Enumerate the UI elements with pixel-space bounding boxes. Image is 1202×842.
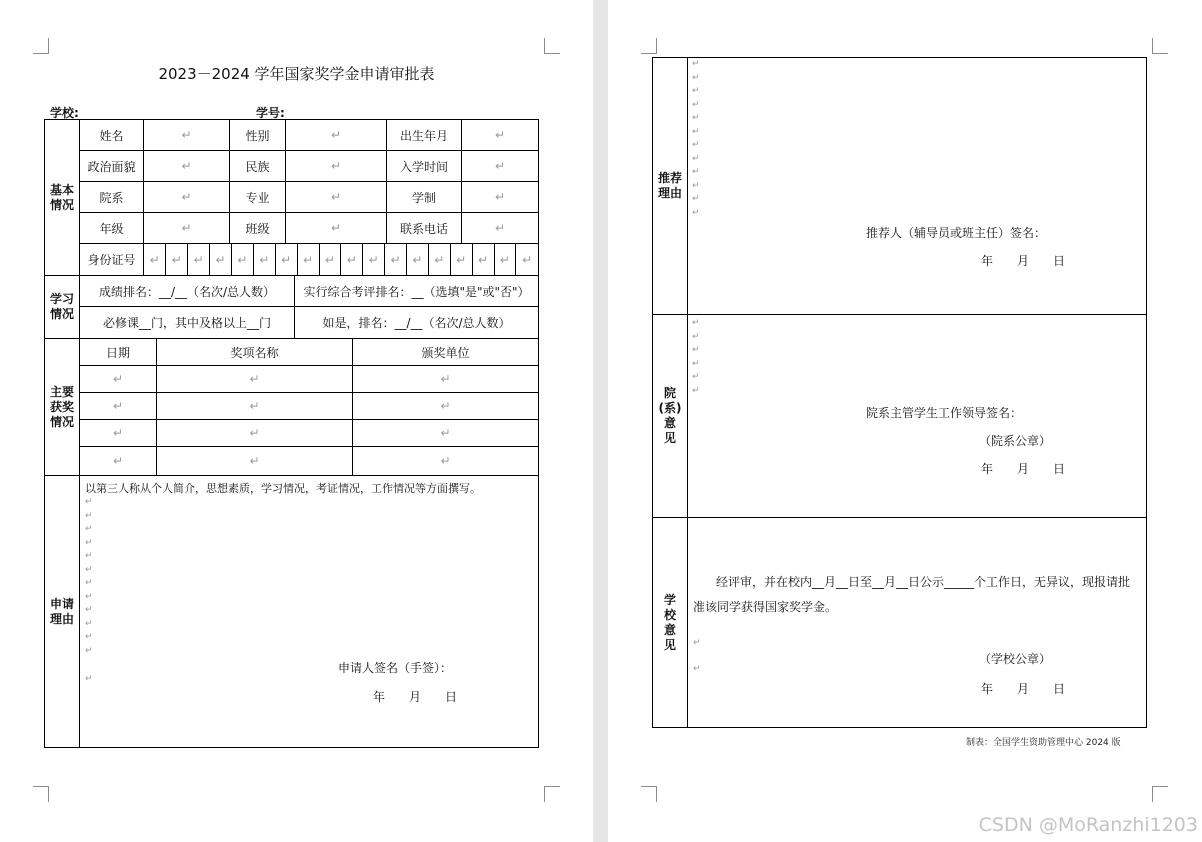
dept-label: 院系 [80,182,144,213]
award-cell[interactable]: ↵ [80,447,157,476]
paragraph-marks: ↵ ↵ ↵ ↵ ↵ ↵ ↵ ↵ ↵ ↵ ↵ ↵ [85,497,93,656]
crop-mark [641,786,657,802]
applicant-signature-label: 申请人签名（手签）： [338,661,453,675]
application-table [44,475,539,748]
section-study: 学习 情况 [45,276,80,339]
award-issuer-header: 颁奖单位 [353,339,539,366]
section-awards: 主要 获奖 情况 [45,339,80,476]
class-label: 班级 [230,213,286,244]
recommend-reason-field[interactable] [688,58,1147,315]
watermark: CSDN @MoRanzhi1203 [978,814,1198,836]
paragraph-marks: ↵ ↵ ↵ ↵ ↵ ↵ [692,318,700,396]
paragraph-marks: ↵ ↵ ↵ ↵ ↵ ↵ ↵ ↵ ↵ ↵ ↵ ↵ [692,59,700,218]
award-cell[interactable]: ↵ [80,393,157,420]
enroll-field[interactable]: ↵ [462,151,539,182]
dept-field[interactable]: ↵ [144,182,230,213]
review-table [652,57,1147,728]
school-date: 年 月 日 [981,682,1066,696]
award-cell[interactable]: ↵ [157,420,353,447]
crop-mark [544,38,560,54]
politics-field[interactable]: ↵ [144,151,230,182]
section-school: 学 校 意 见 [653,518,688,728]
award-cell[interactable]: ↵ [157,393,353,420]
gender-field[interactable]: ↵ [286,120,387,151]
crop-mark [641,38,657,54]
comprehensive-rank-field[interactable]: 实行综合考评排名：__（选填"是"或"否"） [295,276,539,307]
award-cell[interactable]: ↵ [353,447,539,476]
phone-label: 联系电话 [387,213,462,244]
major-label: 专业 [230,182,286,213]
paragraph-mark: ↵ [693,638,701,648]
award-cell[interactable]: ↵ [353,393,539,420]
basic-info-table [44,119,539,276]
awards-table [44,338,539,476]
phone-field[interactable]: ↵ [462,213,539,244]
award-cell[interactable]: ↵ [353,420,539,447]
form-title: 2023－2024 学年国家奖学金申请审批表 [158,65,435,83]
student-no-label: 学号: [256,106,285,120]
ethnicity-field[interactable]: ↵ [286,151,387,182]
crop-mark [33,786,49,802]
award-cell[interactable]: ↵ [80,420,157,447]
recommender-signature-label: 推荐人（辅导员或班主任）签名： [866,226,1047,240]
school-opinion-field[interactable] [688,518,1147,728]
if-yes-rank-field[interactable]: 如是，排名：__/__（名次/总人数） [295,307,539,339]
paragraph-mark: ↵ [85,674,93,684]
award-cell[interactable]: ↵ [353,366,539,393]
ethnicity-label: 民族 [230,151,286,182]
department-date: 年 月 日 [981,462,1066,476]
class-field[interactable]: ↵ [286,213,387,244]
award-date-header: 日期 [80,339,157,366]
award-name-header: 奖项名称 [157,339,353,366]
politics-label: 政治面貌 [80,151,144,182]
applicant-date: 年 月 日 [373,690,458,704]
paragraph-mark: ↵ [693,664,701,674]
crop-mark [544,786,560,802]
document-page-2 [608,0,1202,842]
department-opinion-field[interactable] [688,315,1147,518]
major-field[interactable]: ↵ [286,182,387,213]
birth-field[interactable]: ↵ [462,120,539,151]
name-field[interactable]: ↵ [144,120,230,151]
birth-label: 出生年月 [387,120,462,151]
enroll-label: 入学时间 [387,151,462,182]
application-prompt: 以第三人称从个人简介，思想素质，学习情况，考证情况，工作情况等方面撰写。 [85,482,481,495]
crop-mark [1152,786,1168,802]
name-label: 姓名 [80,120,144,151]
department-signature-label: 院系主管学生工作领导签名： [866,406,1023,420]
duration-label: 学制 [387,182,462,213]
rank-field[interactable]: 成绩排名：__/__（名次/总人数） [80,276,295,307]
grade-label: 年级 [80,213,144,244]
section-department: 院 (系) 意 见 [653,315,688,518]
section-basic-info: 基本 情况 [45,120,80,276]
form-footer: 制表：全国学生资助管理中心 2024 版 [966,738,1121,748]
section-application: 申请 理由 [45,476,80,748]
award-cell[interactable]: ↵ [157,447,353,476]
gender-label: 性别 [230,120,286,151]
crop-mark [1152,38,1168,54]
grade-field[interactable]: ↵ [144,213,230,244]
crop-mark [33,38,49,54]
id-card-field[interactable]: ↵ ↵ ↵ ↵ ↵ ↵ ↵ ↵ ↵ ↵ ↵ ↵ ↵ ↵ ↵ ↵ ↵ ↵ [144,244,539,276]
award-cell[interactable]: ↵ [80,366,157,393]
id-card-label: 身份证号 [80,244,144,276]
required-courses-field[interactable]: 必修课__门，其中及格以上__门 [80,307,295,339]
department-seal: （院系公章） [979,434,1052,448]
recommend-date: 年 月 日 [981,254,1066,268]
study-table [44,275,539,339]
section-recommend: 推荐 理由 [653,58,688,315]
application-reason-field[interactable] [80,476,539,748]
duration-field[interactable]: ↵ [462,182,539,213]
award-cell[interactable]: ↵ [157,366,353,393]
school-opinion-text-line2: 准该同学获得国家奖学金。 [693,600,838,614]
school-opinion-text-line1: 经评审，并在校内__月__日至__月__日公示_____个工作日，无异议，现报请批 [716,575,1131,589]
document-page-1 [0,0,593,842]
school-seal: （学校公章） [979,652,1052,666]
school-label: 学校: [50,106,79,120]
